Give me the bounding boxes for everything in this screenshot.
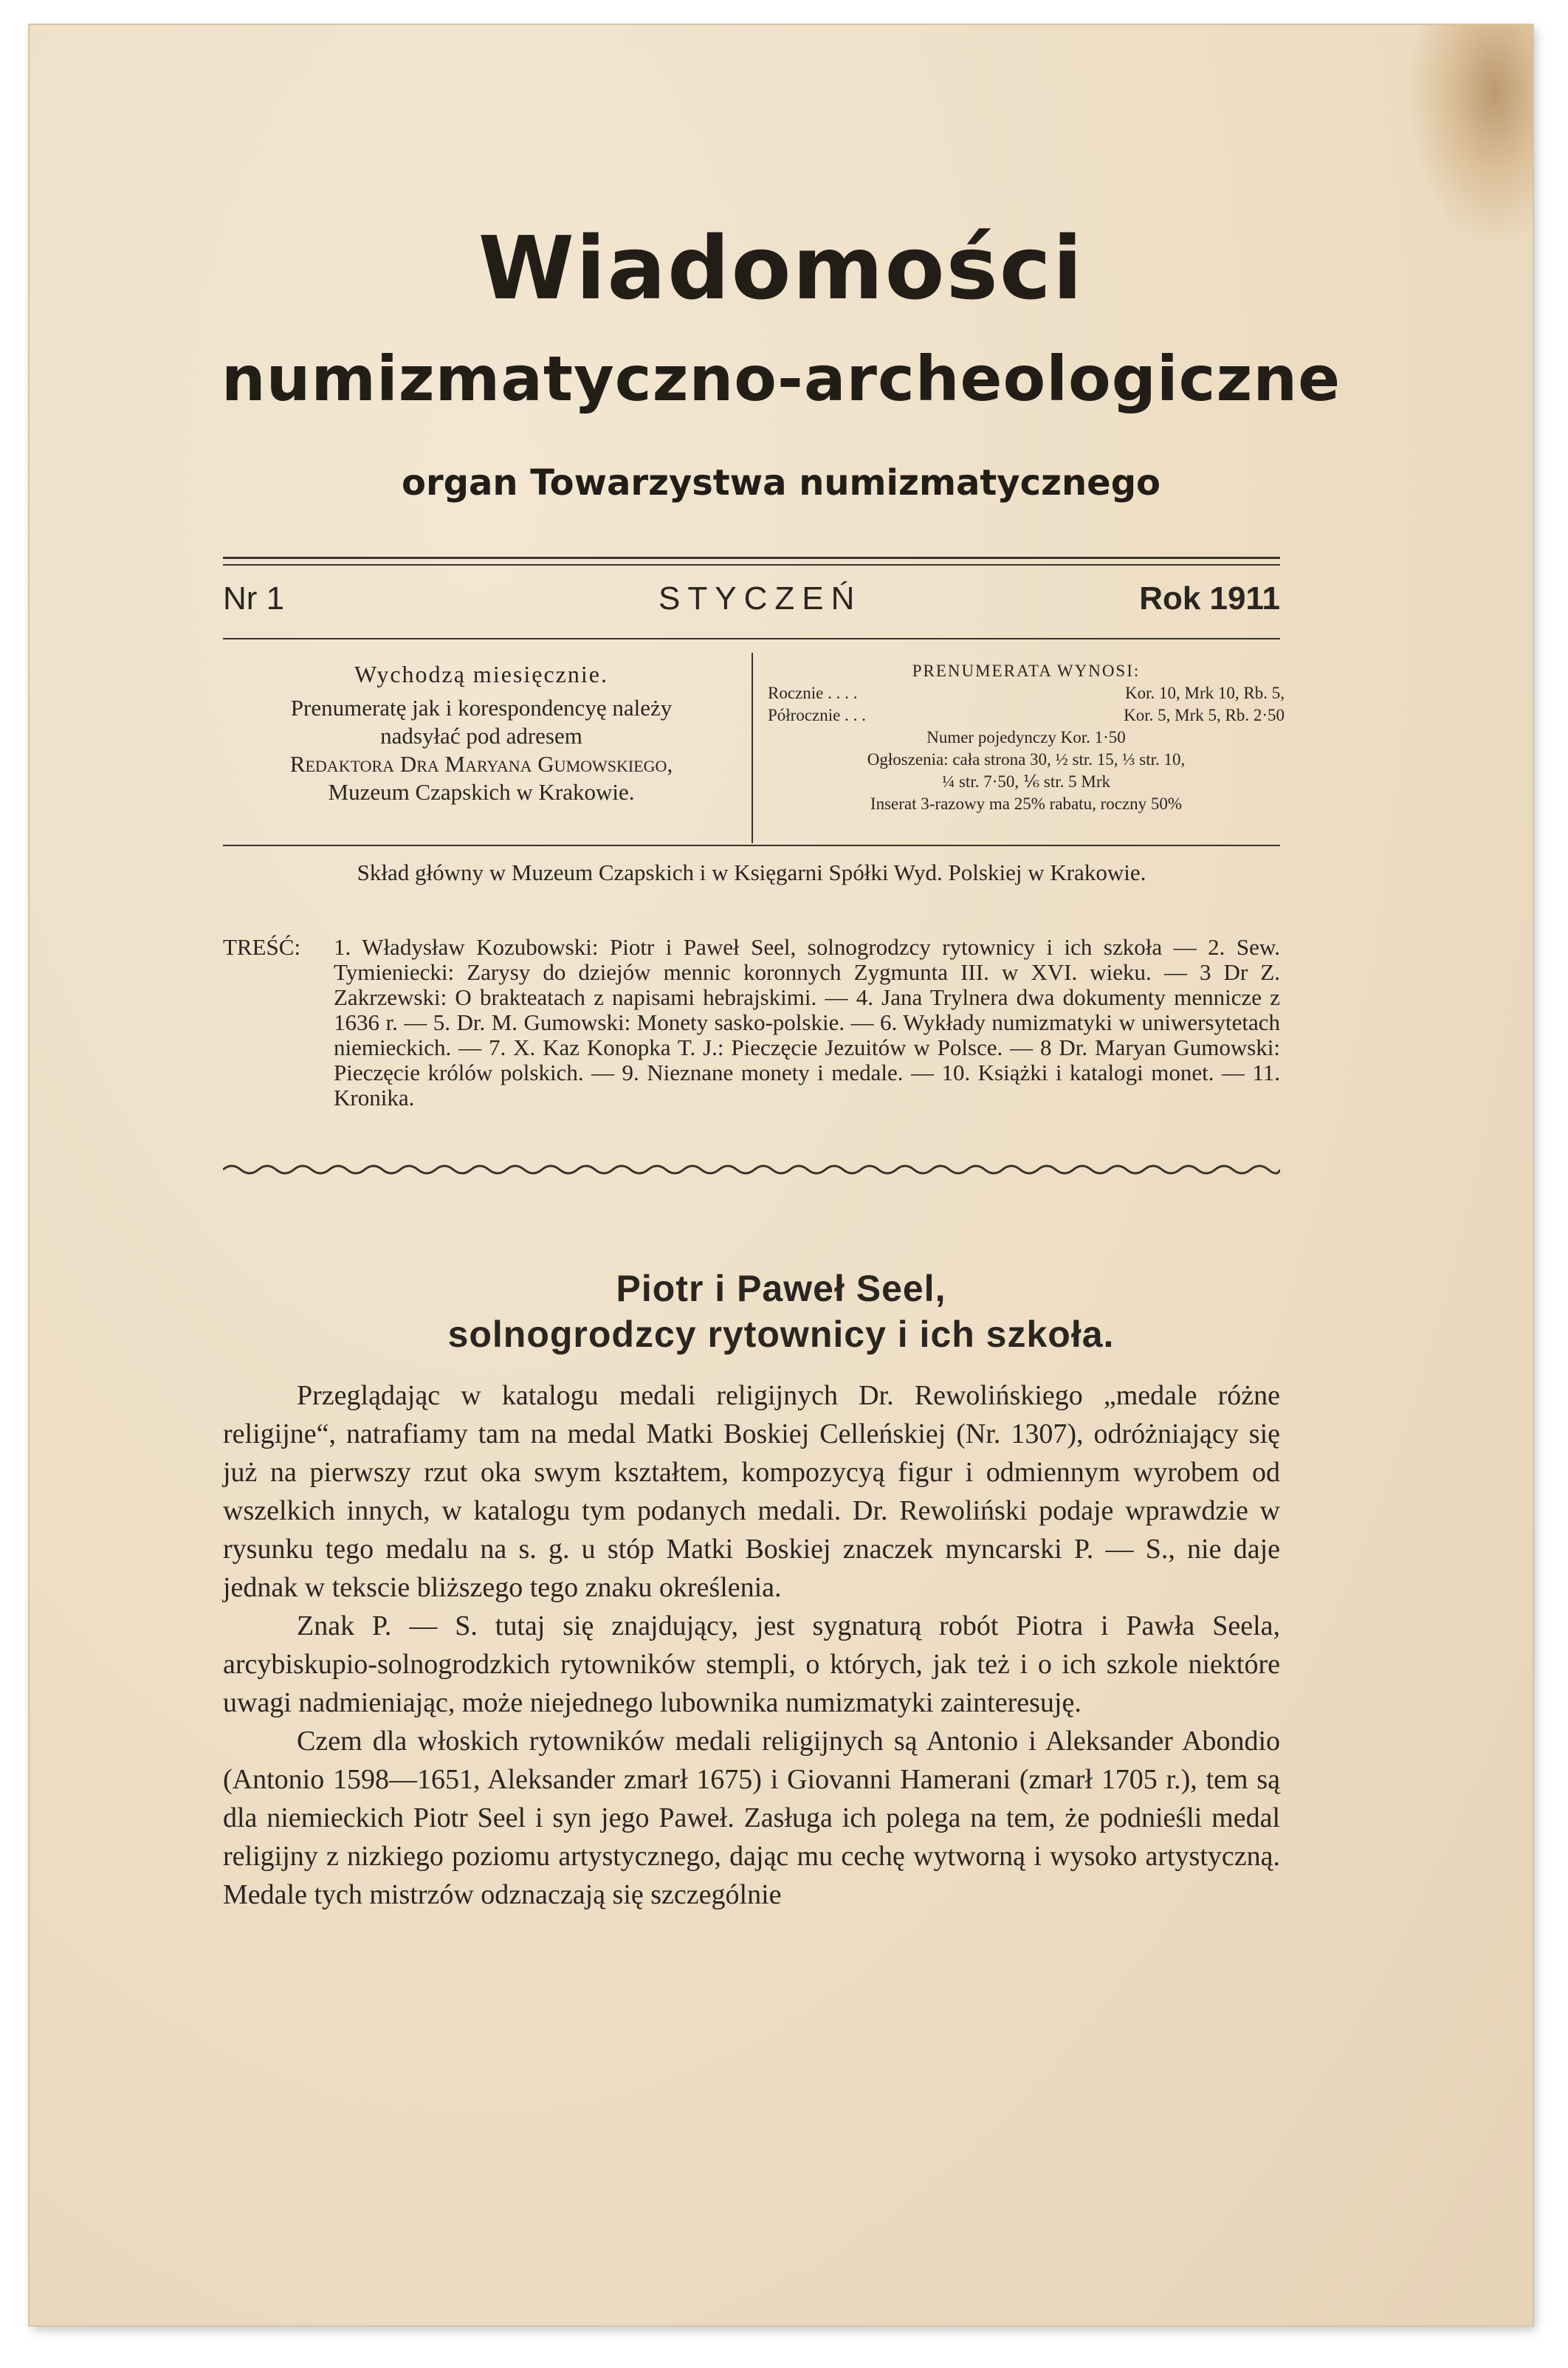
frequency-heading: Wychodzą miesięcznie. (354, 661, 608, 687)
price-row-yearly (768, 682, 1285, 704)
ads-price-line: ¼ str. 7·50, ⅙ str. 5 Mrk (941, 772, 1111, 791)
publication-info (223, 660, 740, 837)
info-line: Prenumeratę jak i korespondencyę należy (290, 695, 673, 721)
issue-year: Rok 1911 (1139, 580, 1280, 617)
article-body (223, 1376, 1280, 1914)
issue-number: Nr 1 (223, 580, 285, 617)
price-label: Półrocznie . . . (768, 706, 866, 724)
price-values: Kor. 10, Mrk 10, Rb. 5, (1125, 684, 1285, 702)
subscription-prices (768, 660, 1285, 837)
info-divider (752, 653, 753, 843)
single-issue-price: Numer pojedynczy Kor. 1·50 (926, 728, 1126, 747)
article-title-line: solnogrodzcy rytownicy i ich szkoła. (447, 1314, 1115, 1355)
info-line: Muzeum Czapskich w Krakowie. (328, 779, 635, 805)
price-values: Kor. 5, Mrk 5, Rb. 2·50 (1124, 706, 1285, 724)
top-double-rule (223, 557, 1280, 559)
journal-title: Wiadomości (478, 217, 1084, 319)
ads-discount-line: Inserat 3-razowy ma 25% rabatu, roczny 50% (870, 795, 1183, 813)
article-paragraph: Przeglądając w katalogu medali religijnych Dr. Rewolińskiego „medale różne religijne“, natrafiamy tam na medal Matki Boskiej Celleńskiej (Nr. 1307), odróżniający się już na pierwszy rzut oka swym kształtem, kompozycyą figur i odmiennym wyrobem od wszelkich innych, w katalogu tym podanych medali. Dr. Rewoliński podaje wprawdzie w rysunku tego medalu na s. g. u stóp Matki Boskiej znaczek myncarski P. — S., nie daje jednak w tekscie bliższego tego znaku określenia. (223, 1380, 1280, 1603)
article-title-line: Piotr i Paweł Seel, (616, 1268, 946, 1309)
editor-address: Redaktora Dra Maryana Gumowskiego, (289, 751, 673, 777)
price-row-half-year (768, 704, 1285, 727)
article-paragraph: Czem dla włoskich rytowników medali religijnych są Antonio i Aleksander Abondio (Antonio 1598—1651, Aleksander zmarł 1675) i Giovanni Hamerani (zmarł 1705 r.), tem są dla niemieckich Piotr Seel i syn jego Paweł. Zasługa ich polega na tem, że podnieśli medal religijny z nizkiego poziomu artystycznego, dając mu cechę wytworną i wysoko artystyczną. Medale tych mistrzów odznaczają się szczególnie (223, 1726, 1280, 1910)
journal-subtitle: numizmatyczno-archeologiczne (221, 343, 1341, 415)
journal-organ-line: organ Towarzystwa numizmatycznego (401, 462, 1161, 504)
info-bottom-rule (223, 845, 1280, 846)
distribution-note: Skład główny w Muzeum Czapskich i w Księgarni Spółki Wyd. Polskiej w Krakowie. (357, 859, 1146, 885)
issue-month: STYCZEŃ (659, 580, 862, 617)
table-of-contents (223, 935, 1280, 1111)
info-line: nadsyłać pod adresem (380, 723, 582, 749)
issue-row-rule (223, 638, 1280, 639)
journal-cover-page (30, 25, 1533, 2325)
contents-text: 1. Władysław Kozubowski: Piotr i Paweł Seel, solnogrodzcy rytownicy i ich szkoła — 2. Sew. Tymieniecki: Zarysy do dziejów mennic koronnych Zygmunta III. w XVI. wieku. — 3 Dr Z. Zakrzewski: O brakteatach z napisami hebrajskimi. — 4. Jana Trylnera dwa dokumenty mennicze z 1636 r. — 5. Dr. M. Gumowski: Monety sasko-polskie. — 6. Wykłady numizmatyki w uniwersytetach niemieckich. — 7. X. Kaz Konopka T. J.: Pieczęcie Jezuitów w Polsce. — 8 Dr. Maryan Gumowski: Pieczęcie królów polskich. — 9. Nieznane monety i medale. — 10. Książki i katalogi monet. — 11. Kronika. (334, 934, 1280, 1111)
decorative-wave-rule (223, 1161, 1280, 1178)
issue-row (223, 580, 1280, 625)
article-title (30, 1266, 1533, 1357)
top-double-rule-2 (223, 564, 1280, 566)
price-label: Rocznie . . . . (768, 684, 858, 702)
paper-stain (1407, 25, 1533, 247)
prices-heading: PRENUMERATA WYNOSI: (912, 662, 1141, 680)
article-paragraph: Znak P. — S. tutaj się znajdujący, jest sygnaturą robót Piotra i Pawła Seela, arcybiskupio-solnogrodzkich rytowników stempli, o których, jak też i o ich szkole niektóre uwagi nadmieniając, może niejednego lubownika numizmatyki zainteresuję. (223, 1610, 1280, 1718)
contents-label: TREŚĆ: (223, 934, 301, 960)
ads-price-line: Ogłoszenia: cała strona 30, ½ str. 15, ⅓ str. 10, (867, 750, 1186, 769)
